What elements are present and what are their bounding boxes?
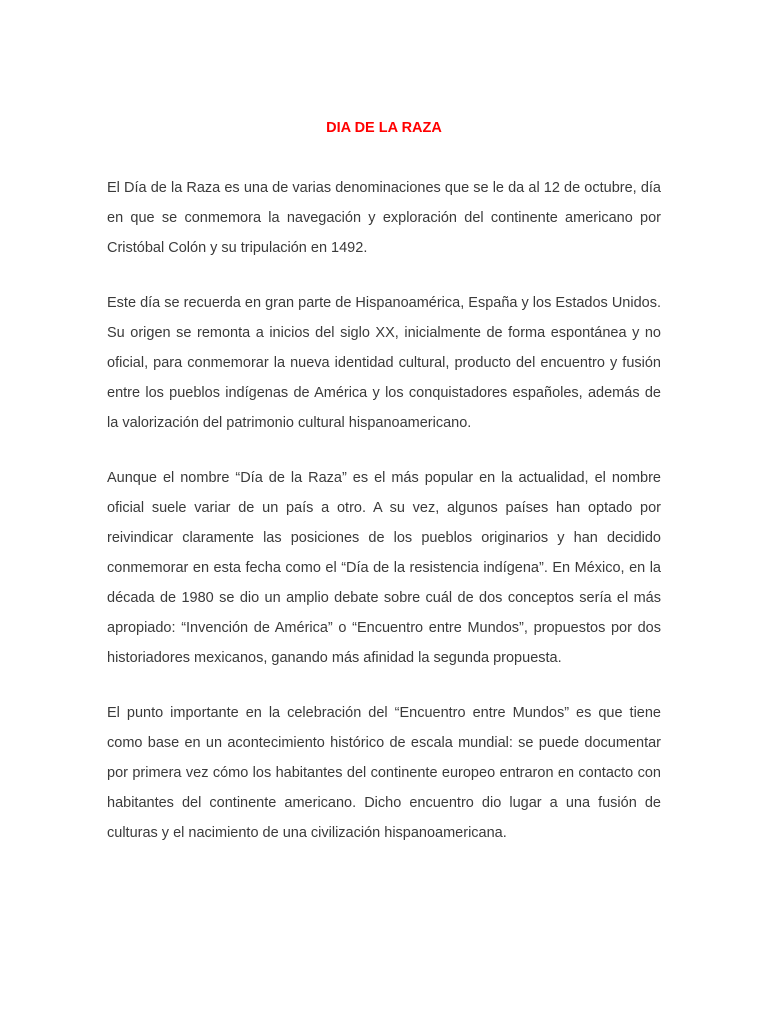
document-title: DIA DE LA RAZA: [326, 120, 442, 136]
paragraph-2: Este día se recuerda en gran parte de Hispanoamérica, España y los Estados Unidos. Su origen se remonta a inicios del siglo XX, inicialmente de forma espontánea y no oficial, para conmemorar la nueva identidad cultural, producto del encuentro y fusión entre los pueblos indígenas de América y los conquistadores españoles, además de la valorización del patrimonio cultural hispanoamericano.: [107, 295, 661, 431]
paragraph-4: El punto importante en la celebración del “Encuentro entre Mundos” es que tiene como base en un acontecimiento histórico de escala mundial: se puede documentar por primera vez cómo los habitantes del continente europeo entraron en contacto con habitantes del continente americano. Dicho encuentro dio lugar a una fusión de culturas y el nacimiento de una civilización hispanoamericana.: [107, 705, 661, 841]
paragraph-1: El Día de la Raza es una de varias denominaciones que se le da al 12 de octubre, día en que se conmemora la navegación y exploración del continente americano por Cristóbal Colón y su tripulación en 1492.: [107, 180, 661, 256]
document-page: [107, 118, 661, 873]
paragraph-3: Aunque el nombre “Día de la Raza” es el más popular en la actualidad, el nombre oficial suele variar de un país a otro. A su vez, algunos países han optado por reivindicar claramente las posiciones de los pueblos originarios y han decidido conmemorar en esta fecha como el “Día de la resistencia indígena”. En México, en la década de 1980 se dio un amplio debate sobre cuál de dos conceptos sería el más apropiado: “Invención de América” o “Encuentro entre Mundos”, propuestos por dos historiadores mexicanos, ganando más afinidad la segunda propuesta.: [107, 470, 661, 666]
